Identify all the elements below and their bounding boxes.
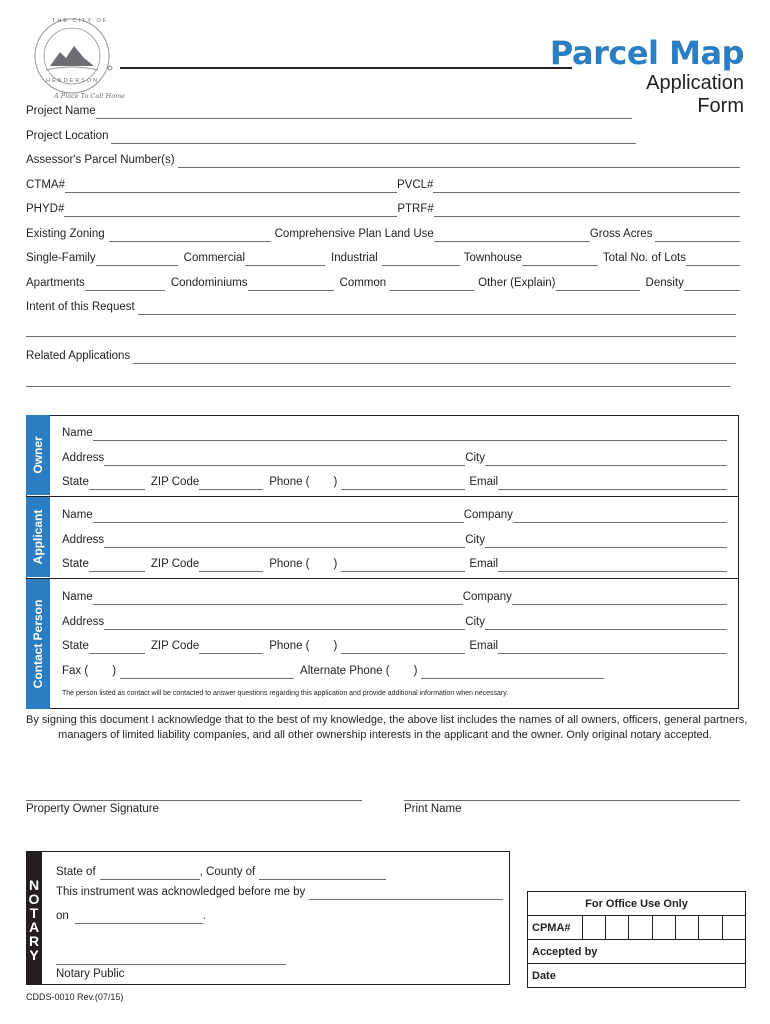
notary-on-period: . [202, 910, 206, 922]
project-name-field[interactable] [96, 105, 632, 119]
contact-fax-field[interactable] [120, 665, 294, 679]
comprehensive-plan-field[interactable] [434, 228, 590, 242]
intent-label: Intent of this Request [26, 301, 135, 313]
housing-row-2 [26, 275, 740, 291]
logo-arc-text: THE CITY OF [52, 18, 109, 24]
contact-state-field[interactable] [89, 640, 145, 654]
common-label: Common [339, 277, 387, 289]
owner-zip-label: ZIP Code [150, 476, 200, 488]
notary-on-row [56, 908, 206, 924]
applicant-name-field[interactable] [93, 509, 464, 523]
office-cpma-cell-5[interactable] [676, 916, 699, 940]
contact-note: The person listed as contact will be contacted to answer questions regarding this application and provide additional information when necessary. [62, 690, 509, 697]
notary-public-line[interactable] [56, 964, 286, 965]
acknowledgement-line-2: managers of limited liability companies, and all other ownership interests in the applicant and the owner. Only original notary accepted. [58, 729, 712, 741]
notary-letter-t: T [29, 905, 39, 921]
related-applications-label: Related Applications [26, 350, 131, 362]
commercial-field[interactable] [245, 252, 325, 266]
zoning-row [26, 226, 740, 242]
condominiums-label: Condominiums [170, 277, 248, 289]
other-explain-field[interactable] [556, 277, 640, 291]
office-cpma-label: CPMA# [528, 916, 583, 940]
notary-on-label: on [56, 910, 69, 922]
contact-phone-label: Phone ( [269, 640, 310, 652]
commercial-label: Commercial [183, 252, 246, 264]
other-explain-label: Other (Explain) [478, 277, 556, 289]
applicant-address-field[interactable] [104, 534, 465, 548]
owner-email-field[interactable] [498, 476, 727, 490]
contact-address-field[interactable] [104, 616, 465, 630]
ptrf-label: PTRF# [397, 203, 434, 215]
owner-email-label: Email [469, 476, 499, 488]
contact-address-label: Address [62, 616, 105, 628]
city-logo [26, 14, 126, 104]
notary-letter-a: A [28, 919, 40, 935]
intent-field-line-2[interactable] [26, 336, 736, 337]
gross-acres-field[interactable] [655, 228, 740, 242]
owner-phone-label: Phone ( [269, 476, 310, 488]
owner-signature-label: Property Owner Signature [26, 803, 159, 815]
contact-phone-close: ) [333, 640, 338, 652]
contact-fax-label: Fax ( [62, 665, 89, 677]
office-cpma-cell-7[interactable] [722, 916, 745, 940]
notary-letter-n: N [28, 877, 40, 893]
print-name-line[interactable] [404, 800, 740, 801]
notary-on-field[interactable] [75, 910, 203, 924]
notary-county-field[interactable] [259, 866, 386, 880]
pvcl-label: PVCL# [396, 179, 434, 191]
notary-state-row [56, 864, 386, 880]
owner-address-field[interactable] [104, 452, 465, 466]
applicant-address-row [62, 532, 727, 548]
ctma-field[interactable] [65, 179, 397, 193]
project-location-row [26, 128, 636, 144]
page-subtitle-line1: Application [646, 72, 744, 94]
owner-address-label: Address [62, 452, 105, 464]
owner-name-field[interactable] [93, 427, 727, 441]
contact-name-field[interactable] [93, 591, 463, 605]
owner-divider [26, 496, 739, 497]
office-use-table [527, 891, 746, 988]
contact-fax-close: ) [112, 665, 117, 677]
alternate-phone-field[interactable] [421, 665, 604, 679]
contact-phone-field[interactable] [341, 640, 465, 654]
office-cpma-cell-6[interactable] [699, 916, 722, 940]
contact-zip-label: ZIP Code [150, 640, 200, 652]
ctma-pvcl-row [26, 177, 740, 193]
condominiums-field[interactable] [248, 277, 334, 291]
notary-public-label: Notary Public [56, 968, 125, 980]
owner-city-label: City [465, 452, 485, 464]
office-cpma-cell-1[interactable] [582, 916, 605, 940]
applicant-zip-label: ZIP Code [150, 558, 200, 570]
logo-tagline: A Place To Call Home [54, 92, 126, 100]
comprehensive-plan-label: Comprehensive Plan Land Use [274, 228, 434, 240]
owner-signature-line[interactable] [26, 800, 362, 801]
owner-state-field[interactable] [89, 476, 145, 490]
owner-state-label: State [62, 476, 89, 488]
notary-acknowledged-row [56, 884, 503, 900]
notary-acknowledged-label: This instrument was acknowledged before me by [56, 886, 306, 898]
industrial-label: Industrial [331, 252, 378, 264]
project-name-row [26, 103, 632, 119]
applicant-name-label: Name [62, 509, 93, 521]
notary-county-label: , County of [199, 866, 256, 878]
ctma-label: CTMA# [26, 179, 65, 191]
applicant-zip-field[interactable] [199, 558, 263, 572]
owner-phone-close: ) [333, 476, 338, 488]
pvcl-field[interactable] [433, 179, 740, 193]
owner-address-row [62, 450, 727, 466]
townhouse-label: Townhouse [463, 252, 522, 264]
contact-city-field[interactable] [485, 616, 727, 630]
owner-name-label: Name [62, 427, 93, 439]
logo-bottom-text: HENDERSON [46, 78, 100, 84]
office-cpma-cell-3[interactable] [629, 916, 652, 940]
applicant-state-label: State [62, 558, 89, 570]
applicant-email-field[interactable] [498, 558, 727, 572]
applicant-name-row [62, 507, 727, 523]
applicant-phone-close: ) [333, 558, 338, 570]
page-title: Parcel Map [549, 34, 744, 72]
office-use-title: For Office Use Only [528, 892, 746, 916]
intent-row [26, 299, 736, 315]
notary-state-field[interactable] [100, 866, 200, 880]
contact-email-label: Email [469, 640, 499, 652]
contact-email-field[interactable] [498, 640, 727, 654]
owner-city-field[interactable] [485, 452, 727, 466]
notary-letter-o: O [28, 891, 40, 907]
phyd-label: PHYD# [26, 203, 65, 215]
assessors-parcel-row [26, 152, 740, 168]
intent-field[interactable] [138, 301, 736, 315]
apartments-label: Apartments [26, 277, 85, 289]
housing-row-1 [26, 250, 740, 266]
existing-zoning-field[interactable] [109, 228, 271, 242]
apartments-field[interactable] [85, 277, 165, 291]
gross-acres-label: Gross Acres [589, 228, 653, 240]
office-accepted-by-label[interactable]: Accepted by [528, 940, 746, 964]
density-field[interactable] [684, 277, 740, 291]
owner-contact-row [62, 474, 727, 490]
related-applications-row [26, 348, 736, 364]
contact-section-label: Contact Person [31, 599, 45, 689]
owner-name-row [62, 425, 727, 441]
applicant-address-label: Address [62, 534, 105, 546]
townhouse-field[interactable] [522, 252, 598, 266]
owner-zip-field[interactable] [199, 476, 263, 490]
project-location-field[interactable] [111, 130, 636, 144]
contact-company-label: Company [462, 591, 512, 603]
notary-letter-r: R [28, 933, 40, 949]
existing-zoning-label: Existing Zoning [26, 228, 105, 240]
applicant-state-field[interactable] [89, 558, 145, 572]
applicant-city-label: City [465, 534, 485, 546]
form-code: CDDS-0010 Rev.(07/15) [26, 992, 124, 1002]
applicant-contact-row [62, 556, 727, 572]
industrial-field[interactable] [382, 252, 460, 266]
alternate-phone-label: Alternate Phone ( [300, 665, 390, 677]
office-date-label[interactable]: Date [528, 964, 746, 988]
ptrf-field[interactable] [434, 203, 740, 217]
total-lots-field[interactable] [686, 252, 740, 266]
acknowledgement-line-1: By signing this document I acknowledge that to the best of my knowledge, the above list includes the names of all owners, officers, general partners, [26, 714, 748, 726]
common-field[interactable] [390, 277, 474, 291]
related-applications-field[interactable] [133, 350, 736, 364]
total-lots-label: Total No. of Lots [602, 252, 686, 264]
assessors-parcel-label: Assessor's Parcel Number(s) [26, 154, 175, 166]
applicant-company-field[interactable] [513, 509, 727, 523]
single-family-label: Single-Family [26, 252, 96, 264]
applicant-phone-label: Phone ( [269, 558, 310, 570]
office-cpma-cell-4[interactable] [652, 916, 675, 940]
contact-name-label: Name [62, 591, 93, 603]
contact-fax-row [62, 663, 604, 679]
header-rule [120, 67, 572, 69]
alternate-phone-close: ) [413, 665, 418, 677]
applicant-section-label: Applicant [31, 509, 45, 565]
owner-phone-field[interactable] [341, 476, 465, 490]
single-family-field[interactable] [96, 252, 178, 266]
phyd-field[interactable] [64, 203, 397, 217]
project-location-label: Project Location [26, 130, 109, 142]
applicant-city-field[interactable] [485, 534, 727, 548]
applicant-divider [26, 578, 739, 579]
contact-city-label: City [465, 616, 485, 628]
owner-section-label: Owner [31, 436, 45, 474]
assessors-parcel-field[interactable] [178, 154, 740, 168]
applicant-email-label: Email [469, 558, 499, 570]
contact-contact-row [62, 638, 727, 654]
contact-company-field[interactable] [512, 591, 727, 605]
phyd-ptrf-row [26, 201, 740, 217]
density-label: Density [645, 277, 684, 289]
contact-address-row [62, 614, 727, 630]
related-applications-line-2[interactable] [26, 386, 730, 387]
page-subtitle-line2: Form [697, 95, 744, 117]
contact-zip-field[interactable] [199, 640, 263, 654]
notary-letter-y: Y [29, 947, 39, 963]
applicant-phone-field[interactable] [341, 558, 465, 572]
notary-acknowledged-field[interactable] [309, 886, 503, 900]
print-name-label: Print Name [404, 803, 462, 815]
office-cpma-cell-2[interactable] [606, 916, 629, 940]
applicant-company-label: Company [463, 509, 513, 521]
project-name-label: Project Name [26, 105, 96, 117]
notary-state-label: State of [56, 866, 96, 878]
contact-state-label: State [62, 640, 89, 652]
contact-name-row [62, 589, 727, 605]
